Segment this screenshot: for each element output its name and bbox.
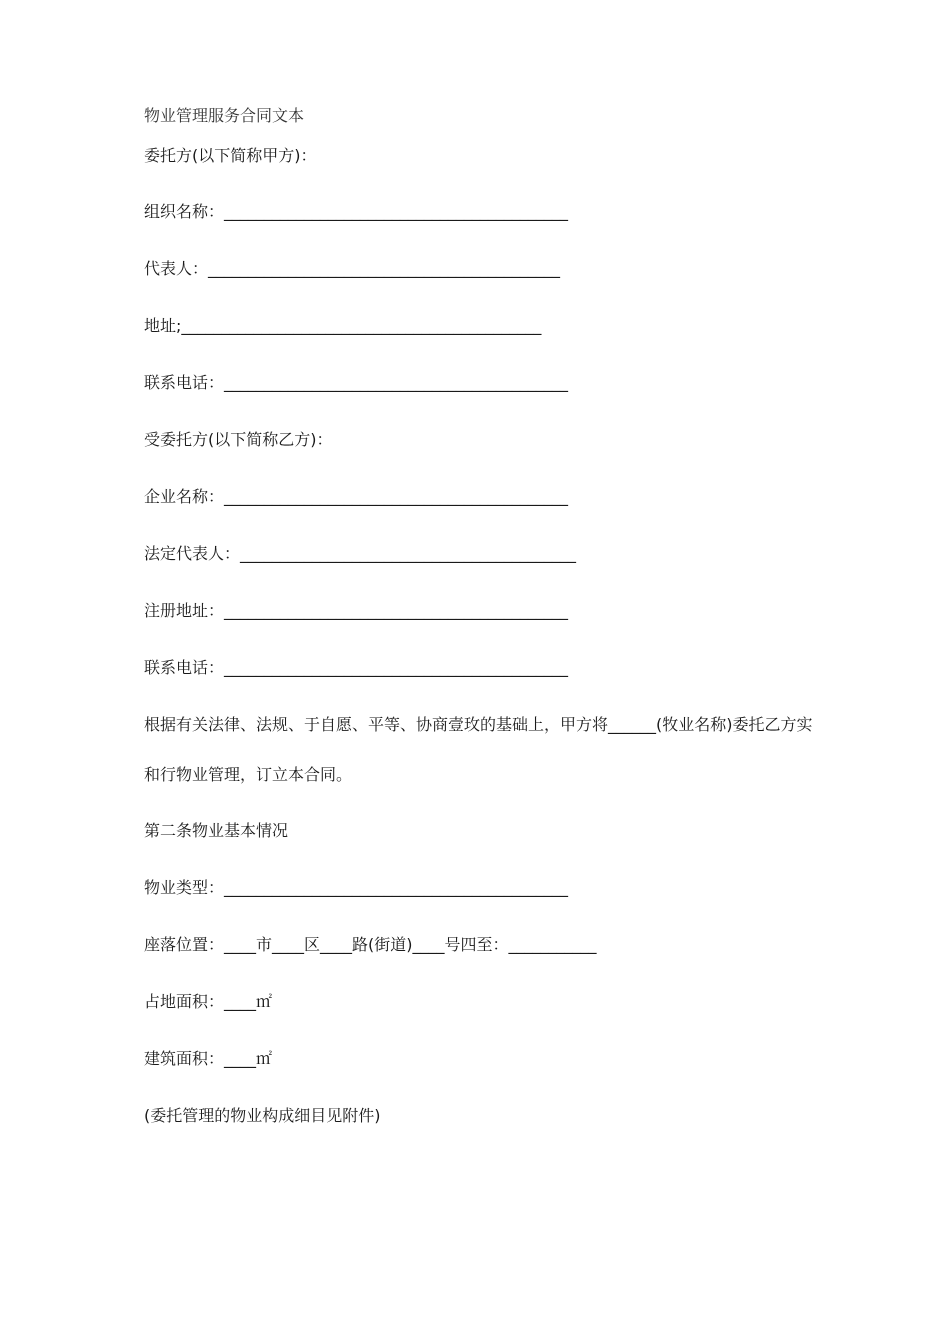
article-2-heading: 第二条物业基本情况 <box>144 821 289 840</box>
party-b-phone-field: 联系电话：___________________________________________ <box>144 658 569 677</box>
party-a-org-name-field: 组织名称：___________________________________________ <box>144 202 569 221</box>
article-2-note: (委托管理的物业构成细目见附件) <box>144 1106 381 1125</box>
party-a-representative-field: 代表人：____________________________________________ <box>144 259 561 278</box>
land-area-field: 占地面积：____㎡ <box>144 992 273 1011</box>
location-field: 座落位置：____市____区____路(街道)____号四至：___________ <box>144 935 597 954</box>
party-b-company-name-field: 企业名称：___________________________________________ <box>144 487 569 506</box>
party-b-heading: 受委托方(以下简称乙方)： <box>144 430 333 449</box>
preamble-paragraph: 根据有关法律、法规、于自愿、平等、协商壹玫的基础上，甲方将______(牧业名称)委托乙方实和行物业管理，订立本合同。 <box>144 715 813 784</box>
party-a-address-field: 地址;_____________________________________________ <box>144 316 542 335</box>
party-b-reg-address-field: 注册地址：___________________________________________ <box>144 601 569 620</box>
document-title: 物业管理服务合同文本 <box>144 106 305 125</box>
party-a-phone-field: 联系电话：___________________________________________ <box>144 373 569 392</box>
property-type-field: 物业类型：___________________________________________ <box>144 878 569 897</box>
building-area-field: 建筑面积：____㎡ <box>144 1049 273 1068</box>
party-b-legal-rep-field: 法定代表人：__________________________________________ <box>144 544 577 563</box>
party-a-heading: 委托方(以下简称甲方)： <box>144 146 317 165</box>
